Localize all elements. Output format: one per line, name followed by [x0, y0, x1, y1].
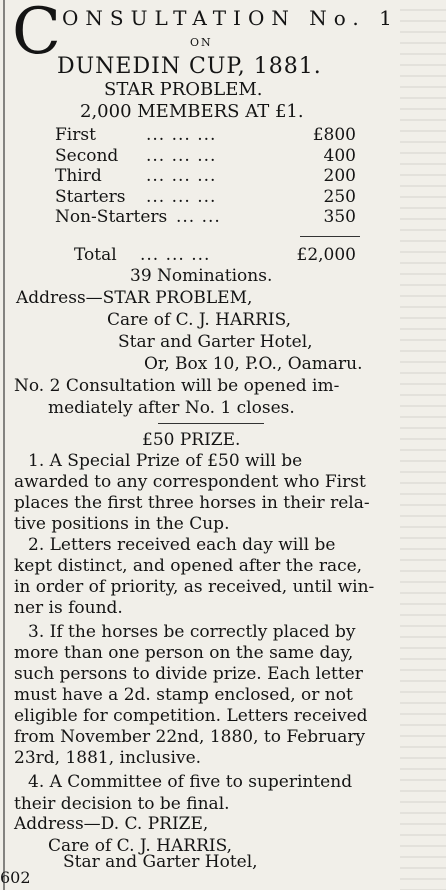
section-divider — [158, 423, 264, 424]
event-heading: DUNEDIN CUP, 1881. — [57, 54, 322, 79]
prize-row-non-starters — [0, 207, 446, 228]
footer-number: 602 — [0, 868, 31, 887]
prize-leader: ... ... — [176, 207, 221, 227]
prize-value: 200 — [323, 166, 356, 186]
address-line-2: Care of C. J. HARRIS, — [107, 310, 292, 330]
prize-row-total — [0, 245, 446, 266]
prize-leader: ... ... ... — [146, 125, 217, 145]
rule-line: more than one person on the same day, — [14, 643, 354, 663]
address-line-1: Address—STAR PROBLEM, — [16, 288, 253, 308]
members-heading: 2,000 MEMBERS AT £1. — [80, 101, 304, 122]
address2-line-2: Care of C. J. HARRIS, — [48, 836, 233, 856]
prize-label: Second — [55, 146, 119, 166]
address-line-3: Star and Garter Hotel, — [118, 332, 313, 352]
prize-row-first — [0, 125, 446, 146]
rule-line: must have a 2d. stamp enclosed, or not — [14, 685, 353, 705]
notice-line-2: mediately after No. 1 closes. — [48, 398, 295, 418]
address2-line-3: Star and Garter Hotel, — [63, 852, 258, 872]
prize-label: Starters — [55, 187, 126, 207]
prize-row-second — [0, 146, 446, 167]
prize-heading: £50 PRIZE. — [142, 430, 241, 450]
prize-value: 400 — [323, 146, 356, 166]
prize-value: £800 — [312, 125, 356, 145]
rule-line: 23rd, 1881, inclusive. — [14, 748, 202, 768]
total-label: Total — [74, 245, 117, 265]
consultation-title: ONSULTATION No. 1 — [62, 6, 399, 30]
prize-label: Third — [55, 166, 102, 186]
prize-label: First — [55, 125, 96, 145]
rule-line: kept distinct, and opened after the race, — [14, 556, 363, 576]
sum-rule — [300, 236, 360, 237]
rule-line: 1. A Special Prize of £50 will be — [28, 451, 303, 471]
rule-line: 4. A Committee of five to superintend — [28, 772, 353, 792]
total-leader: ... ... ... — [140, 245, 211, 265]
nominations-line: 39 Nominations. — [130, 266, 273, 286]
rule-line: tive positions in the Cup. — [14, 514, 230, 534]
total-value: £2,000 — [296, 245, 356, 265]
prize-value: 350 — [323, 207, 356, 227]
prize-leader: ... ... ... — [146, 187, 217, 207]
prize-row-starters — [0, 187, 446, 208]
rule-line: places the first three horses in their rela- — [14, 493, 370, 513]
rule-line: their decision to be final. — [14, 794, 230, 814]
rule-line: awarded to any correspondent who First — [14, 472, 366, 492]
rule-line: ner is found. — [14, 598, 123, 618]
drop-cap: C — [12, 0, 61, 69]
rule-line: from November 22nd, 1880, to February — [14, 727, 366, 747]
rule-line: eligible for competition. Letters received — [14, 706, 368, 726]
address-line-4: Or, Box 10, P.O., Oamaru. — [144, 354, 363, 374]
prize-value: 250 — [323, 187, 356, 207]
prize-row-third — [0, 166, 446, 187]
notice-line-1: No. 2 Consultation will be opened im- — [14, 376, 340, 396]
rule-line: in order of priority, as received, until win- — [14, 577, 375, 597]
star-problem-heading: STAR PROBLEM. — [104, 79, 263, 100]
rule-line: 2. Letters received each day will be — [28, 535, 336, 555]
rule-line: 3. If the horses be correctly placed by — [28, 622, 356, 642]
address2-line-1: Address—D. C. PRIZE, — [14, 814, 209, 834]
prize-leader: ... ... ... — [146, 146, 217, 166]
prize-label: Non-Starters — [55, 207, 168, 227]
prize-leader: ... ... ... — [146, 166, 217, 186]
on-label: ON — [190, 36, 213, 49]
rule-line: such persons to divide prize. Each letter — [14, 664, 363, 684]
